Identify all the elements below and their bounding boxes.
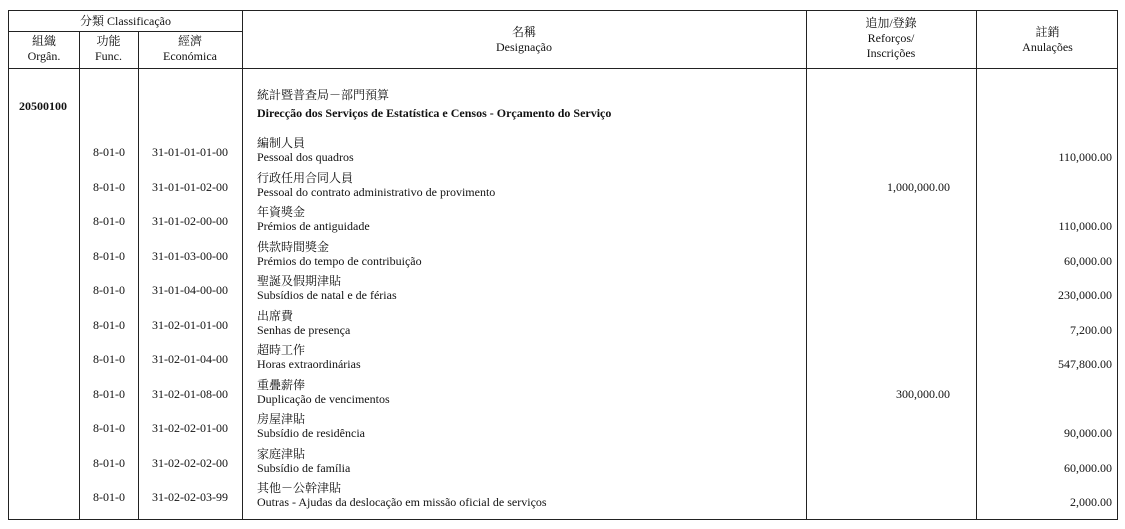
designation-pt: Subsídios de natal e de férias <box>257 288 397 302</box>
table-row <box>9 133 1119 166</box>
function-code: 8-01-0 <box>93 248 125 263</box>
anulacoes-header: 註銷 Anulações <box>1022 25 1073 54</box>
designation-zh: 家庭津貼 <box>257 446 306 461</box>
economic-code: 31-02-02-02-00 <box>152 455 228 470</box>
econ-header: 經濟 Económica <box>163 34 217 63</box>
organ-header: 組織 Orgân. <box>27 34 61 63</box>
economic-code: 31-02-02-03-99 <box>152 490 228 504</box>
designation-pt: Subsídio de residência <box>257 426 365 440</box>
table-row <box>9 478 1119 511</box>
designation-pt: Prémios de antiguidade <box>257 219 370 233</box>
anulacoes-value: 7,200.00 <box>1070 322 1112 337</box>
table-row <box>9 444 1119 477</box>
economic-code: 31-02-01-08-00 <box>152 386 228 401</box>
designation-zh: 行政任用合同人員 <box>257 170 354 185</box>
anulacoes-value: 90,000.00 <box>1064 426 1112 440</box>
designation-zh: 重疊薪俸 <box>257 377 306 392</box>
anulacoes-value: 60,000.00 <box>1064 460 1112 475</box>
economic-code: 31-02-01-01-00 <box>152 317 228 332</box>
designation-zh: 供款時間獎金 <box>257 239 330 254</box>
economic-code: 31-02-02-01-00 <box>152 421 228 435</box>
designation-pt: Subsídio de família <box>257 460 351 475</box>
function-code: 8-01-0 <box>93 386 125 401</box>
table-row <box>9 375 1119 408</box>
designation-pt: Prémios do tempo de contribuição <box>257 253 422 268</box>
designation-zh: 出席費 <box>257 308 294 323</box>
designation-zh: 其他－公幹津貼 <box>257 481 342 495</box>
anulacoes-value: 60,000.00 <box>1064 253 1112 268</box>
designation-pt: Senhas de presença <box>257 322 351 337</box>
table-row <box>9 271 1119 304</box>
economic-code: 31-01-01-02-00 <box>152 179 228 194</box>
anulacoes-value: 230,000.00 <box>1058 288 1112 302</box>
designation-zh: 房屋津貼 <box>257 412 306 426</box>
table-row <box>9 340 1119 373</box>
function-code: 8-01-0 <box>93 421 125 435</box>
economic-code: 31-01-02-00-00 <box>152 214 228 228</box>
economic-code: 31-02-01-04-00 <box>152 352 228 366</box>
designation-pt: Duplicação de vencimentos <box>257 391 390 406</box>
table-row <box>9 409 1119 442</box>
reforcos-header: 追加/登錄 Reforços/ Inscrições <box>865 16 917 60</box>
table-row <box>9 306 1119 339</box>
section-title-zh: 統計暨普查局－部門預算 <box>257 88 390 102</box>
table-row <box>9 168 1119 201</box>
section-title-pt: Direcção dos Serviços de Estatística e Censos - Orçamento do Serviço <box>257 106 612 120</box>
designation-header: 名稱 Designação <box>496 25 552 54</box>
function-code: 8-01-0 <box>93 214 125 228</box>
anulacoes-value: 110,000.00 <box>1058 150 1112 164</box>
function-code: 8-01-0 <box>93 179 125 194</box>
budget-table <box>8 10 1118 520</box>
designation-zh: 年資獎金 <box>257 205 306 219</box>
func-header: 功能 Func. <box>95 34 122 63</box>
designation-pt: Pessoal dos quadros <box>257 150 354 164</box>
anulacoes-value: 110,000.00 <box>1058 219 1112 233</box>
table-row <box>9 202 1119 235</box>
designation-pt: Pessoal do contrato administrativo de provimento <box>257 184 496 199</box>
function-code: 8-01-0 <box>93 455 125 470</box>
designation-zh: 聖誕及假期津貼 <box>257 274 342 288</box>
classification-header: 分類 Classificação <box>80 14 171 28</box>
function-code: 8-01-0 <box>93 490 125 504</box>
anulacoes-value: 547,800.00 <box>1058 357 1112 371</box>
designation-zh: 編制人員 <box>257 136 306 150</box>
function-code: 8-01-0 <box>93 283 125 297</box>
function-code: 8-01-0 <box>93 145 125 159</box>
economic-code: 31-01-01-01-00 <box>152 145 228 159</box>
function-code: 8-01-0 <box>93 352 125 366</box>
reforcos-value: 300,000.00 <box>896 386 950 401</box>
economic-code: 31-01-03-00-00 <box>152 248 228 263</box>
economic-code: 31-01-04-00-00 <box>152 283 228 297</box>
organ-code: 20500100 <box>19 99 67 113</box>
anulacoes-value: 2,000.00 <box>1070 495 1112 509</box>
reforcos-value: 1,000,000.00 <box>887 179 950 194</box>
designation-pt: Horas extraordinárias <box>257 357 361 371</box>
designation-zh: 超時工作 <box>257 343 306 357</box>
function-code: 8-01-0 <box>93 317 125 332</box>
designation-pt: Outras - Ajudas da deslocação em missão oficial de serviços <box>257 495 547 509</box>
table-row <box>9 237 1119 270</box>
